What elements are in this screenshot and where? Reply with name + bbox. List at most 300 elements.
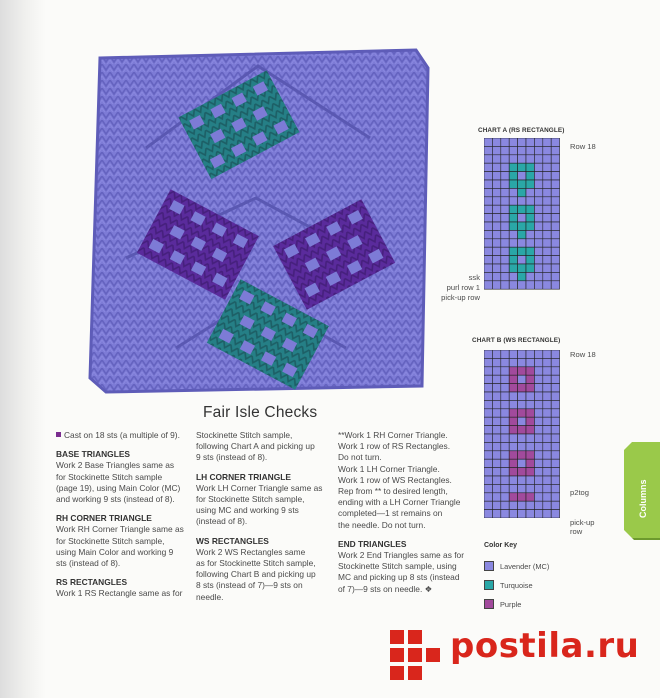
chart-cell — [492, 510, 500, 518]
chart-cell — [509, 476, 517, 484]
chart-cell — [484, 264, 492, 272]
chart-cell — [534, 214, 542, 222]
chart-cell — [543, 493, 551, 501]
chart-cell — [518, 205, 526, 213]
chart-cell — [551, 358, 559, 366]
chart-cell — [543, 468, 551, 476]
chart-cell — [492, 146, 500, 154]
chart-cell — [484, 205, 492, 213]
chart-cell — [484, 493, 492, 501]
chart-cell — [526, 501, 534, 509]
chart-cell — [492, 375, 500, 383]
chart-cell — [518, 493, 526, 501]
chart-cell — [518, 138, 526, 146]
chart-cell — [501, 400, 509, 408]
chart-cell — [543, 172, 551, 180]
chart-cell — [501, 510, 509, 518]
chart-cell — [534, 155, 542, 163]
chart-cell — [526, 367, 534, 375]
chart-cell — [492, 138, 500, 146]
chart-cell — [551, 239, 559, 247]
chart-cell — [518, 451, 526, 459]
chart-cell — [509, 409, 517, 417]
chart-cell — [484, 180, 492, 188]
chart-cell — [534, 476, 542, 484]
chart-cell — [543, 434, 551, 442]
chart-cell — [492, 230, 500, 238]
chart-a-title: CHART A (RS RECTANGLE) — [478, 127, 565, 134]
chart-cell — [551, 409, 559, 417]
chart-cell — [484, 392, 492, 400]
chart-cell — [501, 272, 509, 280]
heading-lh-corner-triangle: LH CORNER TRIANGLE — [196, 471, 291, 482]
chart-cell — [484, 459, 492, 467]
chart-cell — [518, 350, 526, 358]
chart-cell — [526, 434, 534, 442]
chart-cell — [509, 146, 517, 154]
chart-cell — [484, 468, 492, 476]
chart-cell — [526, 476, 534, 484]
chart-cell — [509, 426, 517, 434]
chart-cell — [484, 384, 492, 392]
chart-cell — [534, 375, 542, 383]
chart-cell — [492, 493, 500, 501]
chart-cell — [509, 367, 517, 375]
chart-cell — [534, 272, 542, 280]
chart-cell — [534, 392, 542, 400]
page-gutter — [0, 0, 46, 698]
chart-cell — [492, 476, 500, 484]
chart-cell — [501, 197, 509, 205]
chart-cell — [509, 400, 517, 408]
chart-cell — [484, 214, 492, 222]
chart-cell — [551, 442, 559, 450]
chart-cell — [492, 451, 500, 459]
chart-cell — [526, 400, 534, 408]
chart-cell — [543, 409, 551, 417]
chart-cell — [501, 426, 509, 434]
chart-cell — [551, 214, 559, 222]
chart-cell — [509, 205, 517, 213]
chart-cell — [534, 442, 542, 450]
chart-cell — [501, 188, 509, 196]
chart-cell — [501, 468, 509, 476]
chart-cell — [526, 163, 534, 171]
chart-cell — [543, 417, 551, 425]
chart-cell — [492, 281, 500, 289]
chart-cell — [543, 264, 551, 272]
chart-cell — [534, 367, 542, 375]
chart-cell — [492, 367, 500, 375]
chart-cell — [509, 230, 517, 238]
chart-cell — [526, 146, 534, 154]
chart-cell — [509, 384, 517, 392]
instructions-column-3: **Work 1 RH Corner Triangle. Work 1 row of RS Rectangles. Do not turn. Work 1 LH Corner Triangle. Work 1 row of WS Rectangles. Rep from ** to desired length, ending with a LH Corner Triangle completed—1 st remains on the needle. Do not turn. END TRIANGLES Work 2 End Triangles same as for Stockinette Stitch sample, using MC and picking up 8 sts (instead of 7)—9 sts on needle. ❖ — [338, 430, 474, 595]
chart-cell — [518, 272, 526, 280]
chart-cell — [543, 205, 551, 213]
chart-cell — [543, 222, 551, 230]
chart-cell — [492, 239, 500, 247]
chart-cell — [518, 214, 526, 222]
chart-cell — [509, 180, 517, 188]
chart-cell — [551, 350, 559, 358]
chart-cell — [543, 138, 551, 146]
chart-cell — [526, 350, 534, 358]
chart-cell — [526, 384, 534, 392]
chart-cell — [551, 400, 559, 408]
chart-cell — [543, 350, 551, 358]
instructions-column-2: Stockinette Stitch sample, following Chart A and picking up 9 sts (instead of 8). LH CORNER TRIANGLE Work LH Corner Triangle same as for Stockinette Stitch sample, using MC and working 9 sts (instead of 8). WS RECTANGLES Work 2 WS Rectangles same as for Stockinette Stitch sample, following Chart B and picking up 8 sts (instead of 7)—9 sts on needle. — [196, 430, 332, 603]
chart-cell — [501, 180, 509, 188]
chart-cell — [501, 476, 509, 484]
chart-cell — [551, 476, 559, 484]
chart-cell — [501, 459, 509, 467]
chart-cell — [551, 163, 559, 171]
chart-cell — [518, 281, 526, 289]
chart-cell — [526, 358, 534, 366]
chart-cell — [509, 222, 517, 230]
chart-cell — [492, 256, 500, 264]
chart-cell — [534, 409, 542, 417]
chart-cell — [492, 459, 500, 467]
chart-cell — [509, 197, 517, 205]
chart-b-row-label: Row 18 — [570, 350, 596, 359]
chart-cell — [534, 180, 542, 188]
chart-cell — [543, 214, 551, 222]
chart-cell — [543, 239, 551, 247]
chart-cell — [534, 188, 542, 196]
chart-cell — [551, 272, 559, 280]
chart-cell — [501, 417, 509, 425]
chart-cell — [484, 230, 492, 238]
chart-cell — [501, 392, 509, 400]
chart-cell — [509, 392, 517, 400]
heading-rh-corner-triangle: RH CORNER TRIANGLE — [56, 513, 152, 524]
chart-cell — [534, 468, 542, 476]
chart-cell — [518, 468, 526, 476]
chart-cell — [501, 493, 509, 501]
chart-cell — [534, 510, 542, 518]
chart-cell — [526, 230, 534, 238]
chart-cell — [484, 417, 492, 425]
chart-cell — [509, 188, 517, 196]
chart-cell — [484, 146, 492, 154]
chart-cell — [509, 434, 517, 442]
chart-cell — [492, 264, 500, 272]
chart-cell — [543, 484, 551, 492]
chart-cell — [526, 510, 534, 518]
heading-rs-rectangles: RS RECTANGLES — [56, 577, 128, 588]
chart-cell — [501, 247, 509, 255]
chart-cell — [551, 367, 559, 375]
chart-cell — [534, 384, 542, 392]
chart-cell — [543, 367, 551, 375]
chart-cell — [518, 188, 526, 196]
chart-cell — [484, 451, 492, 459]
chart-cell — [509, 350, 517, 358]
chart-cell — [518, 476, 526, 484]
chart-cell — [509, 138, 517, 146]
chart-cell — [518, 484, 526, 492]
chart-cell — [492, 468, 500, 476]
chart-cell — [492, 180, 500, 188]
chart-cell — [543, 358, 551, 366]
chart-cell — [534, 247, 542, 255]
chart-cell — [518, 375, 526, 383]
chart-cell — [501, 264, 509, 272]
chart-cell — [526, 222, 534, 230]
chart-cell — [534, 163, 542, 171]
chart-cell — [484, 239, 492, 247]
chart-cell — [551, 256, 559, 264]
chart-cell — [484, 375, 492, 383]
chart-cell — [501, 384, 509, 392]
chart-b-label-row: row — [570, 527, 583, 536]
chart-cell — [551, 230, 559, 238]
chart-cell — [509, 172, 517, 180]
chart-cell — [534, 138, 542, 146]
chart-cell — [526, 239, 534, 247]
chart-cell — [484, 197, 492, 205]
chart-cell — [534, 493, 542, 501]
bullet-icon — [56, 432, 61, 437]
chart-cell — [509, 417, 517, 425]
chart-cell — [509, 510, 517, 518]
chart-cell — [551, 510, 559, 518]
chart-cell — [501, 239, 509, 247]
chart-cell — [501, 214, 509, 222]
chart-cell — [543, 272, 551, 280]
chart-cell — [526, 256, 534, 264]
chart-cell — [526, 247, 534, 255]
chart-cell — [492, 197, 500, 205]
chart-cell — [551, 138, 559, 146]
chart-cell — [518, 256, 526, 264]
chart-cell — [518, 426, 526, 434]
chart-cell — [492, 392, 500, 400]
chart-cell — [518, 163, 526, 171]
chart-cell — [501, 138, 509, 146]
chart-cell — [518, 510, 526, 518]
color-key-title: Color Key — [484, 542, 518, 549]
chart-cell — [509, 358, 517, 366]
color-key-item-turquoise: Turquoise — [484, 580, 533, 590]
chart-cell — [534, 350, 542, 358]
chart-cell — [534, 222, 542, 230]
chart-cell — [501, 501, 509, 509]
chart-cell — [551, 468, 559, 476]
chart-cell — [534, 230, 542, 238]
chart-cell — [543, 197, 551, 205]
chart-cell — [509, 459, 517, 467]
chart-cell — [526, 272, 534, 280]
chart-cell — [534, 400, 542, 408]
chart-cell — [492, 172, 500, 180]
chart-cell — [492, 384, 500, 392]
chart-cell — [484, 256, 492, 264]
chart-cell — [509, 468, 517, 476]
postila-logo-icon — [384, 622, 444, 682]
chart-cell — [518, 239, 526, 247]
chart-cell — [543, 400, 551, 408]
chart-cell — [492, 400, 500, 408]
chart-cell — [484, 400, 492, 408]
chart-cell — [526, 180, 534, 188]
chart-cell — [501, 205, 509, 213]
chart-cell — [484, 172, 492, 180]
chart-cell — [534, 426, 542, 434]
chart-cell — [492, 222, 500, 230]
chart-cell — [518, 384, 526, 392]
chart-cell — [509, 451, 517, 459]
chart-cell — [501, 442, 509, 450]
instructions-column-1: Cast on 18 sts (a multiple of 9). BASE TRIANGLES Work 2 Base Triangles same as for Stockinette Stitch sample (page 19), using Main Color (MC) and working 9 sts (instead of 8). RH CORNER TRIANGLE Work RH Corner Triangle same as for Stockinette Stitch sample, using Main Color and working 9 sts (instead of 8). RS RECTANGLES Work 1 RS Rectangle same as for — [56, 430, 190, 600]
chart-cell — [551, 247, 559, 255]
chart-cell — [518, 180, 526, 188]
chart-cell — [534, 434, 542, 442]
chart-cell — [526, 172, 534, 180]
chart-cell — [518, 155, 526, 163]
chart-cell — [543, 442, 551, 450]
chart-cell — [543, 375, 551, 383]
chart-cell — [543, 501, 551, 509]
chart-cell — [484, 247, 492, 255]
chart-cell — [526, 375, 534, 383]
chart-cell — [551, 172, 559, 180]
chart-cell — [534, 205, 542, 213]
chart-cell — [518, 434, 526, 442]
chart-cell — [492, 484, 500, 492]
chart-cell — [551, 384, 559, 392]
chart-cell — [526, 451, 534, 459]
chart-a-grid — [484, 138, 560, 298]
chart-cell — [534, 264, 542, 272]
chart-cell — [484, 434, 492, 442]
chart-cell — [526, 264, 534, 272]
chart-a-row-label: Row 18 — [570, 142, 596, 151]
chart-cell — [518, 146, 526, 154]
chart-cell — [509, 256, 517, 264]
chart-cell — [501, 375, 509, 383]
chart-cell — [501, 409, 509, 417]
chart-cell — [543, 451, 551, 459]
chart-a-label-purl: purl row 1 — [446, 283, 480, 292]
chart-cell — [551, 375, 559, 383]
chart-cell — [543, 256, 551, 264]
chart-cell — [551, 392, 559, 400]
section-tab[interactable] — [622, 440, 660, 540]
chart-cell — [501, 230, 509, 238]
chart-cell — [551, 493, 559, 501]
chart-cell — [501, 163, 509, 171]
chart-cell — [518, 417, 526, 425]
chart-cell — [492, 205, 500, 213]
chart-cell — [518, 400, 526, 408]
chart-cell — [551, 180, 559, 188]
chart-cell — [551, 426, 559, 434]
chart-cell — [543, 384, 551, 392]
chart-cell — [526, 205, 534, 213]
chart-cell — [551, 146, 559, 154]
chart-cell — [543, 247, 551, 255]
chart-cell — [526, 214, 534, 222]
swatch-icon — [484, 599, 494, 609]
chart-cell — [518, 392, 526, 400]
chart-cell — [543, 476, 551, 484]
chart-cell — [526, 484, 534, 492]
chart-cell — [551, 451, 559, 459]
chart-cell — [551, 188, 559, 196]
chart-cell — [509, 247, 517, 255]
chart-cell — [526, 188, 534, 196]
chart-cell — [492, 501, 500, 509]
chart-cell — [543, 188, 551, 196]
chart-cell — [501, 222, 509, 230]
chart-cell — [534, 239, 542, 247]
chart-cell — [484, 367, 492, 375]
chart-b-label-p2tog: p2tog — [570, 488, 590, 497]
chart-cell — [484, 510, 492, 518]
chart-cell — [518, 501, 526, 509]
chart-cell — [492, 409, 500, 417]
chart-cell — [551, 197, 559, 205]
chart-cell — [526, 281, 534, 289]
chart-cell — [526, 138, 534, 146]
chart-cell — [518, 247, 526, 255]
chart-cell — [551, 155, 559, 163]
pattern-title: Fair Isle Checks — [203, 404, 318, 421]
chart-cell — [492, 442, 500, 450]
chart-cell — [543, 426, 551, 434]
chart-cell — [534, 451, 542, 459]
chart-cell — [484, 442, 492, 450]
chart-cell — [543, 155, 551, 163]
chart-cell — [484, 155, 492, 163]
chart-cell — [534, 501, 542, 509]
chart-cell — [492, 247, 500, 255]
chart-cell — [484, 350, 492, 358]
chart-cell — [526, 442, 534, 450]
chart-cell — [484, 188, 492, 196]
chart-cell — [526, 493, 534, 501]
chart-cell — [543, 146, 551, 154]
chart-cell — [492, 214, 500, 222]
chart-cell — [509, 214, 517, 222]
chart-cell — [501, 155, 509, 163]
chart-cell — [526, 197, 534, 205]
chart-cell — [492, 272, 500, 280]
chart-cell — [551, 484, 559, 492]
chart-a-label-pickup: pick-up row — [441, 293, 480, 302]
chart-cell — [518, 459, 526, 467]
chart-cell — [509, 281, 517, 289]
chart-cell — [509, 163, 517, 171]
chart-cell — [526, 409, 534, 417]
chart-cell — [501, 281, 509, 289]
chart-cell — [551, 222, 559, 230]
chart-b-grid — [484, 350, 560, 518]
chart-cell — [543, 163, 551, 171]
chart-cell — [518, 222, 526, 230]
chart-cell — [526, 392, 534, 400]
chart-cell — [501, 484, 509, 492]
chart-cell — [526, 459, 534, 467]
chart-cell — [526, 468, 534, 476]
swatch-icon — [484, 580, 494, 590]
chart-cell — [518, 367, 526, 375]
chart-cell — [501, 358, 509, 366]
chart-cell — [492, 350, 500, 358]
